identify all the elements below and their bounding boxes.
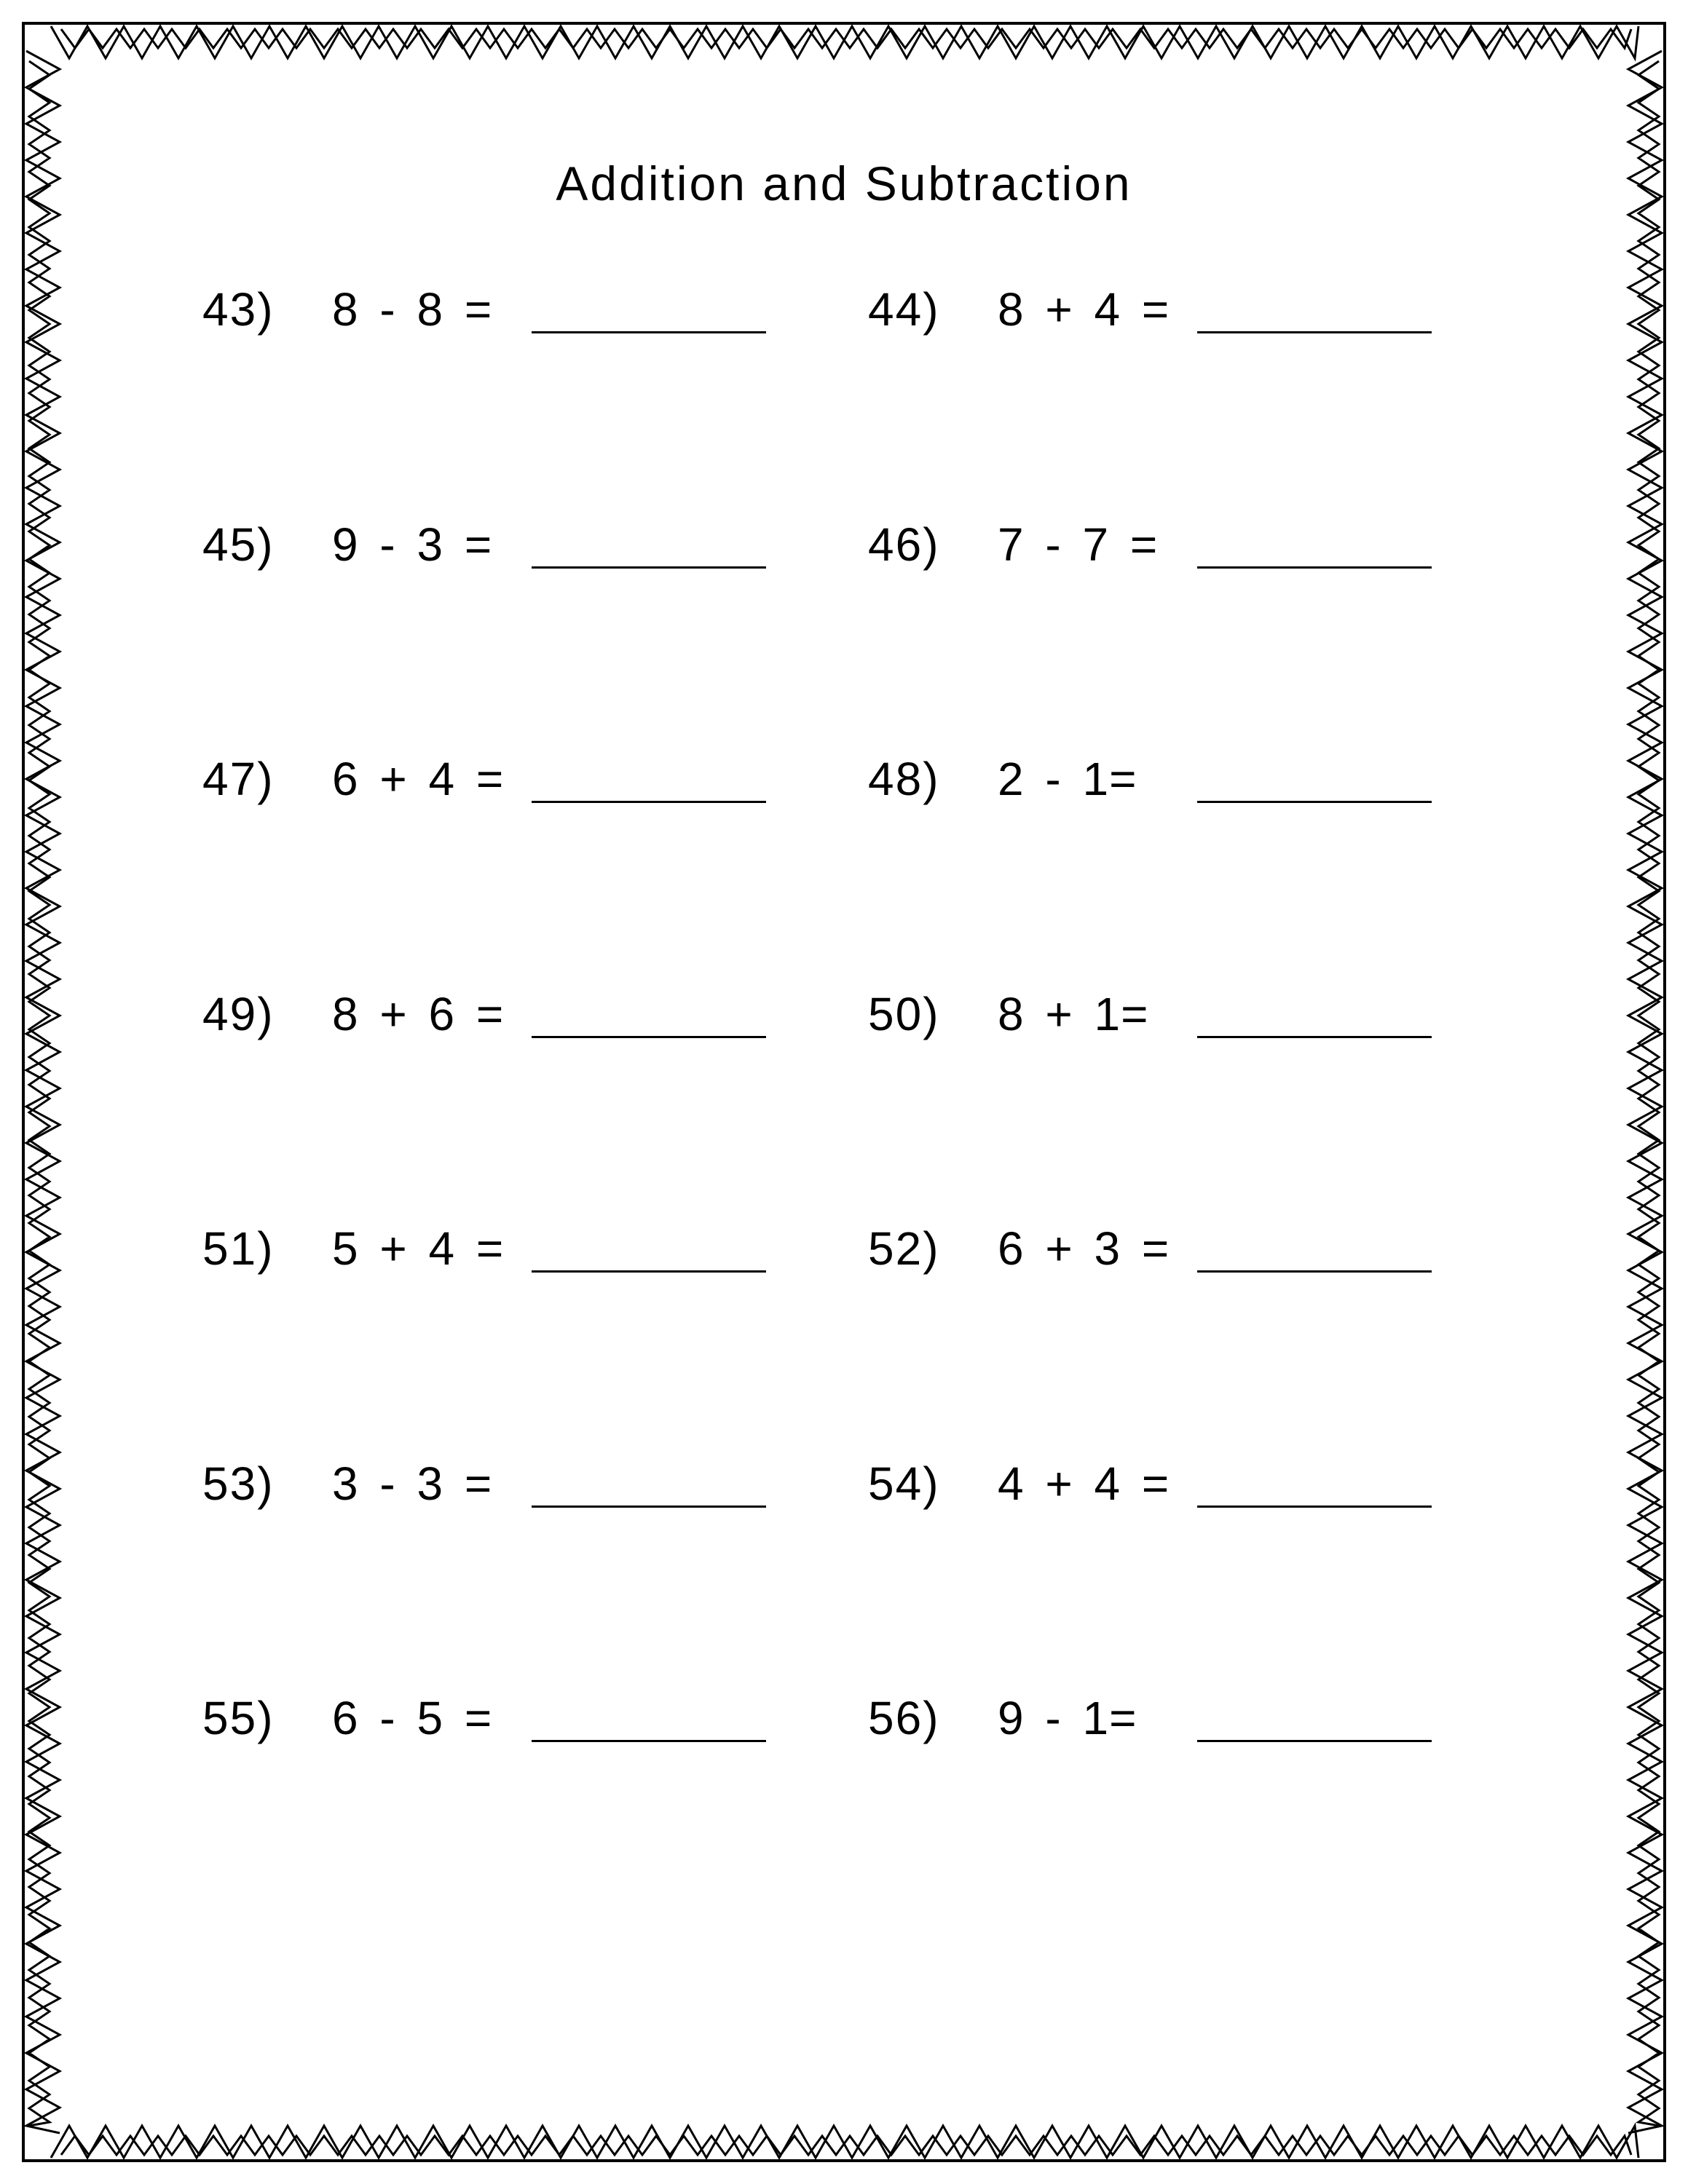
answer-blank xyxy=(1197,1506,1432,1508)
problem-number: 54) xyxy=(868,1457,940,1510)
problem-number: 51) xyxy=(202,1222,275,1275)
problem-number: 49) xyxy=(202,987,275,1040)
problem-expression: 6 - 5 = xyxy=(332,1692,493,1744)
answer-blank xyxy=(532,801,766,803)
problem-expression: 3 - 3 = xyxy=(332,1457,493,1510)
problem-expression: 6 + 3 = xyxy=(998,1222,1170,1275)
problem-number: 44) xyxy=(868,283,940,336)
problem-number: 53) xyxy=(202,1457,275,1510)
problem-expression: 5 + 4 = xyxy=(332,1222,505,1275)
problem-number: 55) xyxy=(202,1692,275,1744)
problem-number: 52) xyxy=(868,1222,940,1275)
answer-blank xyxy=(1197,331,1432,333)
problem-expression: 6 + 4 = xyxy=(332,753,505,805)
problem-expression: 9 - 3 = xyxy=(332,518,493,571)
problem-expression: 4 + 4 = xyxy=(998,1457,1170,1510)
page-title: Addition and Subtraction xyxy=(556,157,1132,210)
problem-expression: 9 - 1= xyxy=(998,1692,1137,1744)
problem-number: 46) xyxy=(868,518,940,571)
answer-blank xyxy=(1197,566,1432,569)
problem-expression: 8 + 4 = xyxy=(998,283,1170,336)
problem-expression: 8 - 8 = xyxy=(332,283,493,336)
answer-blank xyxy=(532,1270,766,1273)
answer-blank xyxy=(532,331,766,333)
answer-blank xyxy=(1197,801,1432,803)
answer-blank xyxy=(532,1036,766,1038)
problem-number: 47) xyxy=(202,753,275,805)
answer-blank xyxy=(1197,1036,1432,1038)
problem-expression: 8 + 1= xyxy=(998,987,1149,1040)
problem-number: 56) xyxy=(868,1692,940,1744)
problem-expression: 8 + 6 = xyxy=(332,987,505,1040)
answer-blank xyxy=(1197,1270,1432,1273)
problem-number: 48) xyxy=(868,753,940,805)
answer-blank xyxy=(532,1740,766,1742)
answer-blank xyxy=(532,566,766,569)
problem-number: 50) xyxy=(868,987,940,1040)
problem-expression: 7 - 7 = xyxy=(998,518,1159,571)
answer-blank xyxy=(1197,1740,1432,1742)
problem-expression: 2 - 1= xyxy=(998,753,1137,805)
answer-blank xyxy=(532,1506,766,1508)
problem-number: 45) xyxy=(202,518,275,571)
problem-number: 43) xyxy=(202,283,275,336)
